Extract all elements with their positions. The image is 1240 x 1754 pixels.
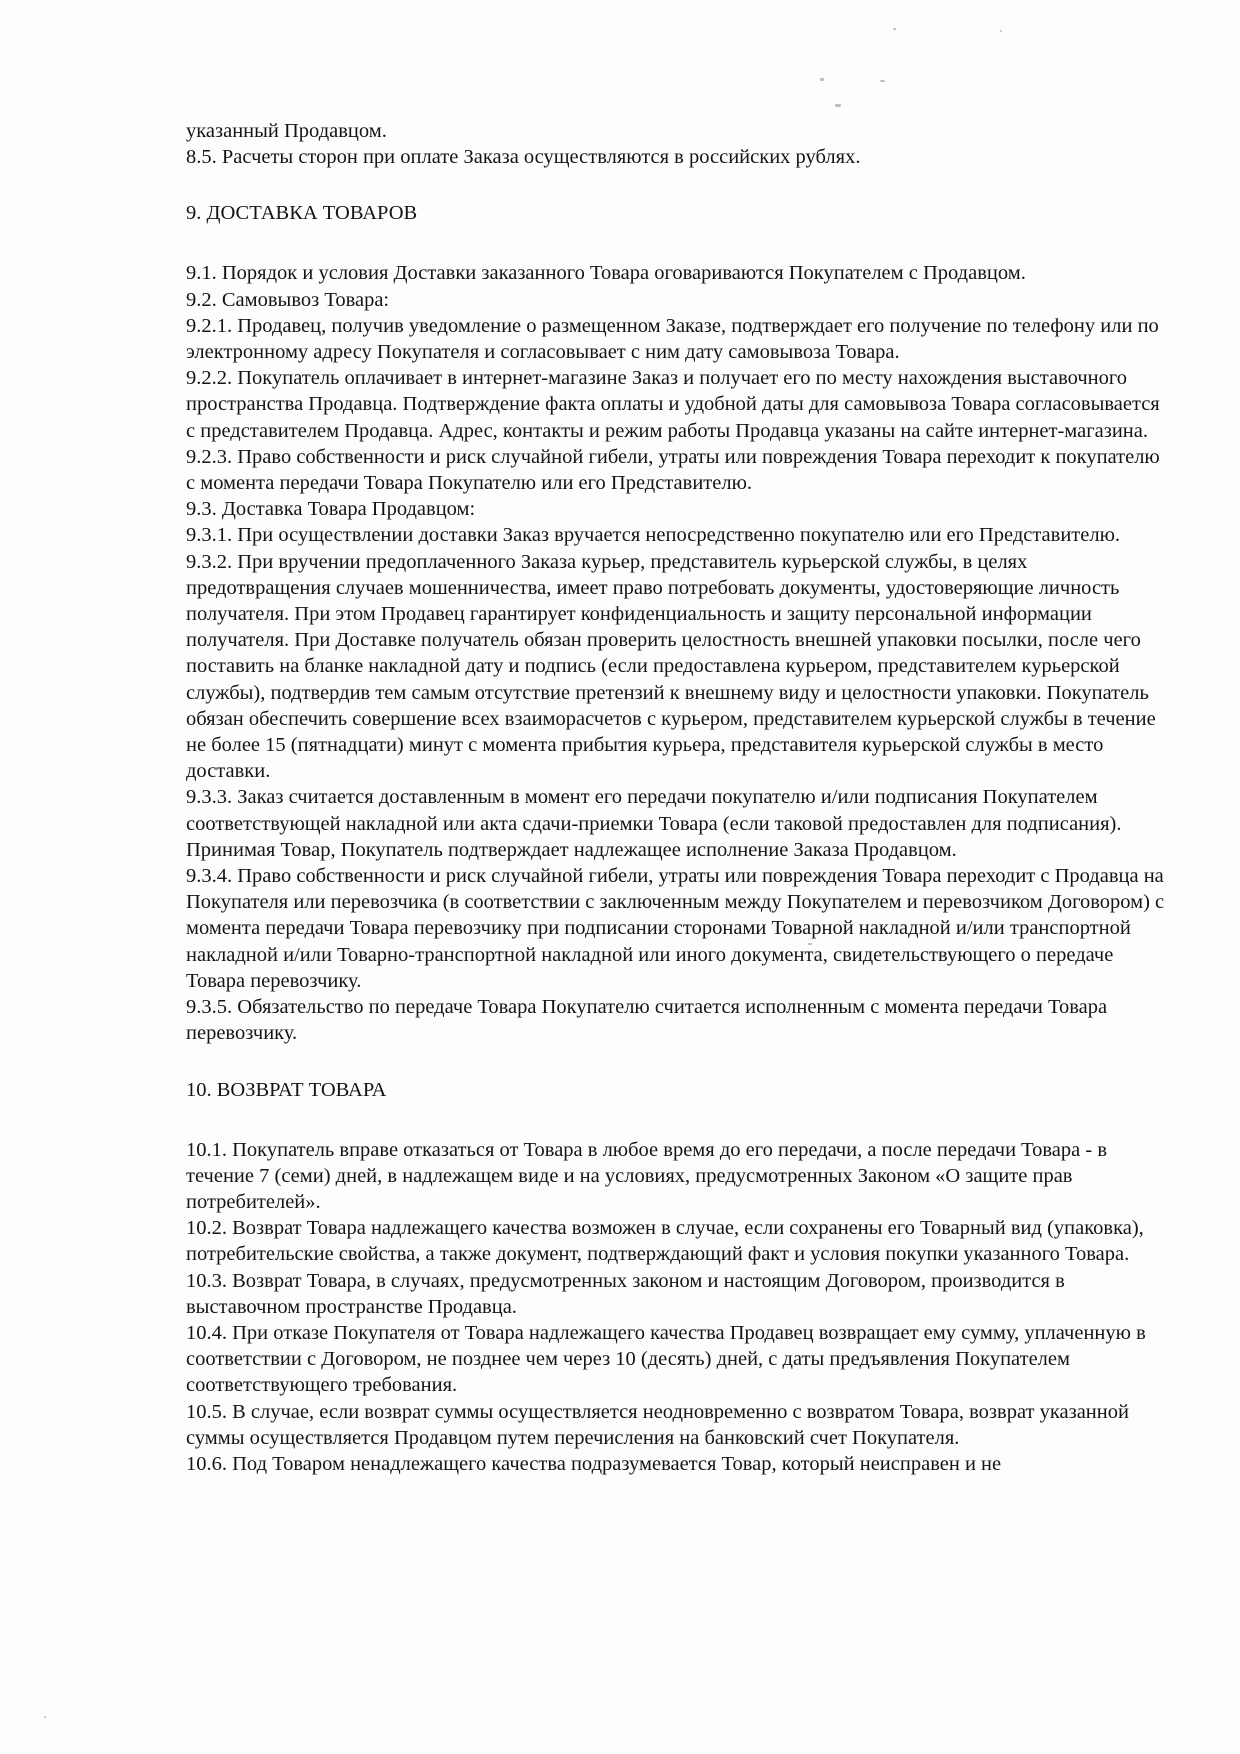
clause-9-2: 9.2. Самовывоз Товара:	[186, 288, 390, 311]
clause-10-4: 10.4. При отказе Покупателя от Товара надлежащего качества Продавец возвращает ему сумму, уплаченную в соответствии с Договором, не позднее чем через 10 (десять) дней, с даты предъявления Покупателем соответствующего требования.	[186, 1321, 1146, 1397]
scan-speck	[44, 1716, 46, 1718]
clause-9-2-3: 9.2.3. Право собственности и риск случайной гибели, утраты или повреждения Товара переходит к покупателю с момента передачи Товара Покупателю или его Представителю.	[186, 445, 1160, 495]
scan-speck	[1000, 30, 1002, 32]
clause-10-1: 10.1. Покупатель вправе отказаться от Товара в любое время до его передачи, а после передачи Товара - в течение 7 (семи) дней, в надлежащем виде и на условиях, предусмотренных Законом «О защите прав потребителей».	[186, 1138, 1108, 1213]
scan-speck	[820, 78, 824, 81]
section-10-heading: 10. ВОЗВРАТ ТОВАРА	[186, 1078, 387, 1101]
clause-9-2-1: 9.2.1. Продавец, получив уведомление о размещенном Заказе, подтверждает его получение по телефону или по электронному адресу Покупателя и согласовывает с ним дату самовывоза Товара.	[186, 314, 1159, 364]
clause-9-2-2: 9.2.2. Покупатель оплачивает в интернет-магазине Заказ и получает его по месту нахождения выставочного пространства Продавца. Подтверждение факта оплаты и удобной даты для самовывоза Товара согласовывается с представителем Продавца. Адрес, контакты и режим работы Продавца указаны на сайте интернет-магазина.	[186, 367, 1160, 442]
document-body	[186, 118, 1170, 1477]
scan-speck	[893, 28, 896, 30]
scan-speck	[880, 80, 885, 82]
clause-9-3: 9.3. Доставка Товара Продавцом:	[186, 498, 476, 521]
clause-8-5: 8.5. Расчеты сторон при оплате Заказа осуществляются в российских рублях.	[186, 146, 861, 169]
clause-10-6: 10.6. Под Товаром ненадлежащего качества подразумевается Товар, который неисправен и не	[186, 1452, 1002, 1475]
clause-9-3-5: 9.3.5. Обязательство по передаче Товара Покупателю считается исполненным с момента передачи Товара перевозчику.	[186, 996, 1108, 1045]
scan-speck	[835, 104, 841, 107]
section-9-heading: 9. ДОСТАВКА ТОВАРОВ	[186, 202, 418, 225]
clause-9-3-3: 9.3.3. Заказ считается доставленным в момент его передачи покупателю и/или подписания Покупателем соответствующей накладной или акта сдачи-приемки Товара (если таковой предоставлен для подписания). Принимая Товар, Покупатель подтверждает надлежащее исполнение Заказа Продавцом.	[186, 786, 1122, 861]
clause-9-3-2: 9.3.2. При вручении предоплаченного Заказа курьер, представитель курьерской службы, в целях предотвращения случаев мошенничества, имеет право потребовать документы, удостоверяющие личность получателя. При этом Продавец гарантирует конфиденциальность и защиту персональной информации получателя. При Доставке получатель обязан проверить целостность внешней упаковки посылки, после чего поставить на бланке накладной дату и подпись (если предоставлена курьером, представителем курьерской службы), подтвердив тем самым отсутствие претензий к внешнему виду и целостности упаковки. Покупатель обязан обеспечить совершение всех взаиморасчетов с курьером, представителем курьерской службы в течение не более 15 (пятнадцати) минут с момента прибытия курьера, представителя курьерской службы в место доставки.	[186, 550, 1156, 783]
clause-10-3: 10.3. Возврат Товара, в случаях, предусмотренных законом и настоящим Договором, производится в выставочном пространстве Продавца.	[186, 1269, 1065, 1318]
clause-9-3-1: 9.3.1. При осуществлении доставки Заказ вручается непосредственно покупателю или его Представителю.	[186, 524, 1121, 547]
clause-10-5: 10.5. В случае, если возврат суммы осуществляется неодновременно с возвратом Товара, возврат указанной суммы осуществляется Продавцом путем перечисления на банковский счет Покупателя.	[186, 1400, 1129, 1449]
clause-10-2: 10.2. Возврат Товара надлежащего качества возможен в случае, если сохранены его Товарный вид (упаковка), потребительские свойства, а также документ, подтверждающий факт и условия покупки указанного Товара.	[186, 1217, 1144, 1266]
clause-9-3-4: 9.3.4. Право собственности и риск случайной гибели, утраты или повреждения Товара переходит с Продавца на Покупателя или перевозчика (в соответствии с заключенным между Покупателем и перевозчиком Договором) с момента передачи Товара перевозчику при подписании сторонами Товарной накладной и/или транспортной накладной и/или Товарно-транспортной накладной или иного документа, свидетельствующего о передаче Товара перевозчику.	[186, 865, 1165, 992]
clause-9-1: 9.1. Порядок и условия Доставки заказанного Товара оговариваются Покупателем с Продавцом.	[186, 262, 1026, 285]
intro-line-1: указанный Продавцом.	[186, 120, 387, 142]
